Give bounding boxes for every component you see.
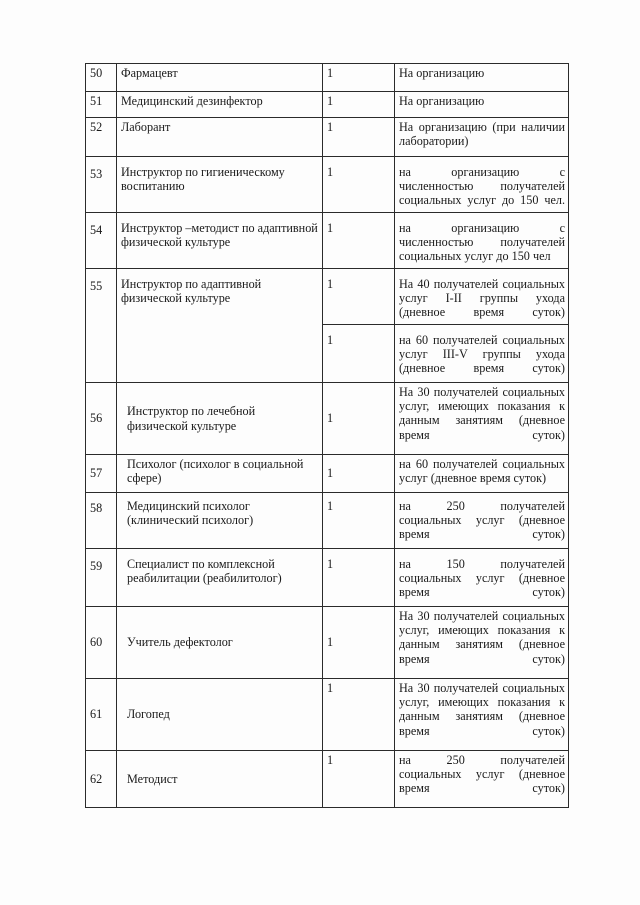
staff-count: 1 [323,607,395,679]
table-row [86,118,569,157]
staffing-norm [395,679,569,751]
row-number: 51 [86,92,117,118]
staffing-norm: на 60 получателей социальных услуг (дневное время суток) [395,455,569,493]
row-number: 57 [86,455,117,493]
staffing-norm-text: на 250 получателей социальных услуг (дневное время суток) [399,499,565,542]
staffing-norm [395,383,569,455]
row-number: 60 [86,607,117,679]
table-row [86,751,569,808]
row-number: 55 [86,269,117,383]
position-name: Медицинский дезинфектор [117,92,323,118]
position-name: Инструктор по гигиеническому воспитанию [117,157,323,213]
position-name: Инструктор по адаптивной физической культуре [117,269,323,383]
position-name: Специалист по комплексной реабилитации (реабилитолог) [117,549,323,607]
staffing-norm-text: на организацию с численностью получателей социальных услуг до 150 чел. [399,165,565,208]
staffing-norm: на организацию с численностью получателей социальных услуг до 150 чел [395,213,569,269]
staff-count: 1 [323,455,395,493]
row-number: 62 [86,751,117,808]
staff-count: 1 [323,679,395,751]
staffing-norm: На организацию [395,64,569,92]
staffing-norm [395,493,569,549]
row-number: 56 [86,383,117,455]
row-number: 53 [86,157,117,213]
staff-count: 1 [323,751,395,808]
staff-count: 1 [323,157,395,213]
staffing-norm: На организацию [395,92,569,118]
position-name: Методист [117,751,323,808]
staff-count: 1 [323,383,395,455]
table-row [86,213,569,269]
position-name: Инструктор по лечебной физической культуре [117,383,323,455]
position-name: Учитель дефектолог [117,607,323,679]
staff-count: 1 [323,213,395,269]
table-row [86,157,569,213]
staffing-norm-text: На 30 получателей социальных услуг, имеющих показания к данным занятиям (дневное время суток) [399,609,565,666]
table-row [86,383,569,455]
position-name: Логопед [117,679,323,751]
staff-count: 1 [323,92,395,118]
position-name: Психолог (психолог в социальной сфере) [117,455,323,493]
staffing-table [85,63,569,808]
staff-count: 1 [323,325,395,383]
table-row [86,549,569,607]
staffing-norm-text: На 30 получателей социальных услуг, имеющих показания к данным занятиям (дневное время суток) [399,681,565,738]
table-row [86,92,569,118]
table-row [86,455,569,493]
staffing-norm [395,751,569,808]
staff-count: 1 [323,549,395,607]
position-name: Фармацевт [117,64,323,92]
row-number: 58 [86,493,117,549]
staffing-norm [395,549,569,607]
staffing-norm-text: На 40 получателей социальных услуг I-II группы ухода (дневное время суток) [399,277,565,320]
staffing-norm: На организацию (при наличии лаборатории) [395,118,569,157]
table-row [86,64,569,92]
staffing-norm-text: на 250 получателей социальных услуг (дневное время суток) [399,753,565,796]
table-row [86,679,569,751]
staffing-norm [395,157,569,213]
row-number: 52 [86,118,117,157]
row-number: 59 [86,549,117,607]
table-row [86,607,569,679]
row-number: 61 [86,679,117,751]
staffing-norm-text: На 30 получателей социальных услуг, имеющих показания к данным занятиям (дневное время суток) [399,385,565,442]
staffing-norm [395,607,569,679]
row-number: 50 [86,64,117,92]
staff-count: 1 [323,269,395,325]
staffing-norm-text: на 60 получателей социальных услуг III-V группы ухода (дневное время суток) [399,333,565,376]
staffing-norm [395,269,569,325]
table-row [86,269,569,325]
staffing-norm [395,325,569,383]
staff-count: 1 [323,64,395,92]
position-name: Медицинский психолог (клинический психолог) [117,493,323,549]
staff-count: 1 [323,118,395,157]
position-name: Лаборант [117,118,323,157]
staffing-norm-text: на 150 получателей социальных услуг (дневное время суток) [399,557,565,600]
staff-count: 1 [323,493,395,549]
row-number: 54 [86,213,117,269]
table-row [86,493,569,549]
position-name: Инструктор –методист по адаптивной физической культуре [117,213,323,269]
